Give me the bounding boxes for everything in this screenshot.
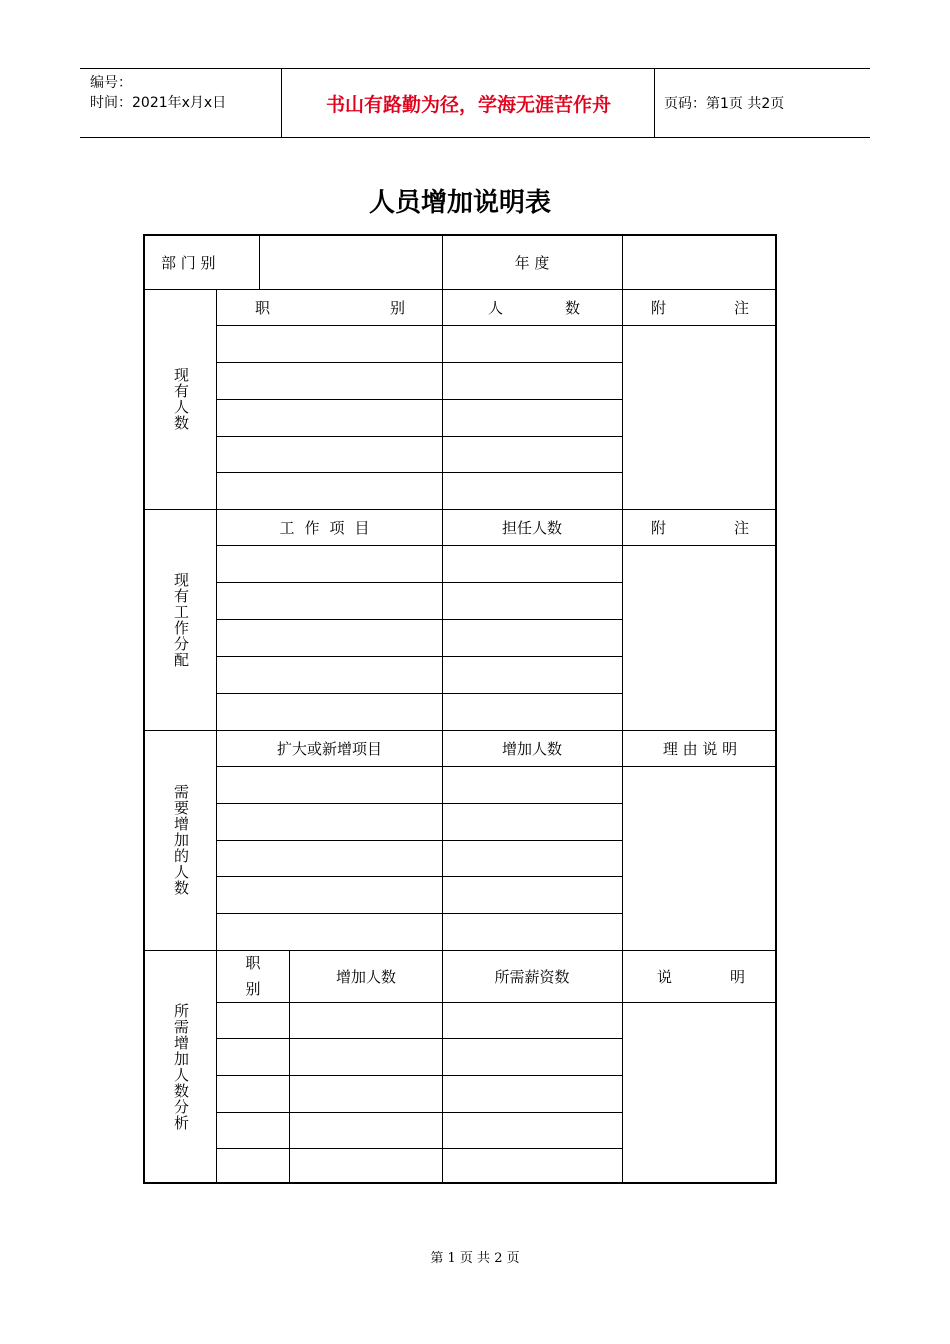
section-label-analysis: 所需增加人数分析 — [172, 1003, 190, 1131]
col-header-assigned: 担任人数 — [501, 518, 562, 537]
col-header-new-project: 扩大或新增项目 — [276, 739, 382, 758]
col-header-work-item: 工作项目 — [279, 518, 380, 537]
col-header-explanation: 说 明 — [657, 967, 745, 986]
col-header-increase-count: 增加人数 — [501, 739, 562, 758]
header-motto: 书山有路勤为径，学海无涯苦作舟 — [325, 93, 611, 116]
page-footer: 第 1 页 共 2 页 — [430, 1251, 520, 1266]
header-page-info: 页码：第1页 共2页 — [664, 96, 785, 112]
col-header-salary: 所需薪资数 — [494, 967, 570, 986]
year-value[interactable] — [623, 236, 777, 289]
section-label-work-allocation: 现有工作分配 — [172, 571, 190, 668]
number-label: 编号： — [90, 75, 132, 91]
col-header-position-2: 职别 — [245, 954, 261, 998]
col-header-headcount: 人 数 — [488, 298, 580, 317]
dept-label: 部 门 别 — [161, 254, 216, 272]
dept-value[interactable] — [261, 236, 441, 289]
section-label-needed-increase: 需要增加的人数 — [172, 784, 190, 896]
col-header-notes: 附 注 — [651, 298, 749, 317]
header-meta — [90, 73, 226, 113]
col-header-notes-2: 附 注 — [651, 518, 749, 537]
col-header-reason: 理 由 说 明 — [662, 739, 738, 758]
section-label-current-staff: 现有人数 — [172, 367, 190, 431]
time-label: 时间：2021年x月x日 — [90, 95, 227, 111]
col-header-increase-count-2: 增加人数 — [335, 967, 396, 986]
page-title: 人员增加说明表 — [368, 188, 551, 218]
year-label: 年 度 — [514, 254, 550, 272]
document-header — [80, 68, 870, 138]
col-header-position: 职 别 — [255, 298, 405, 317]
form-table — [143, 234, 777, 1184]
